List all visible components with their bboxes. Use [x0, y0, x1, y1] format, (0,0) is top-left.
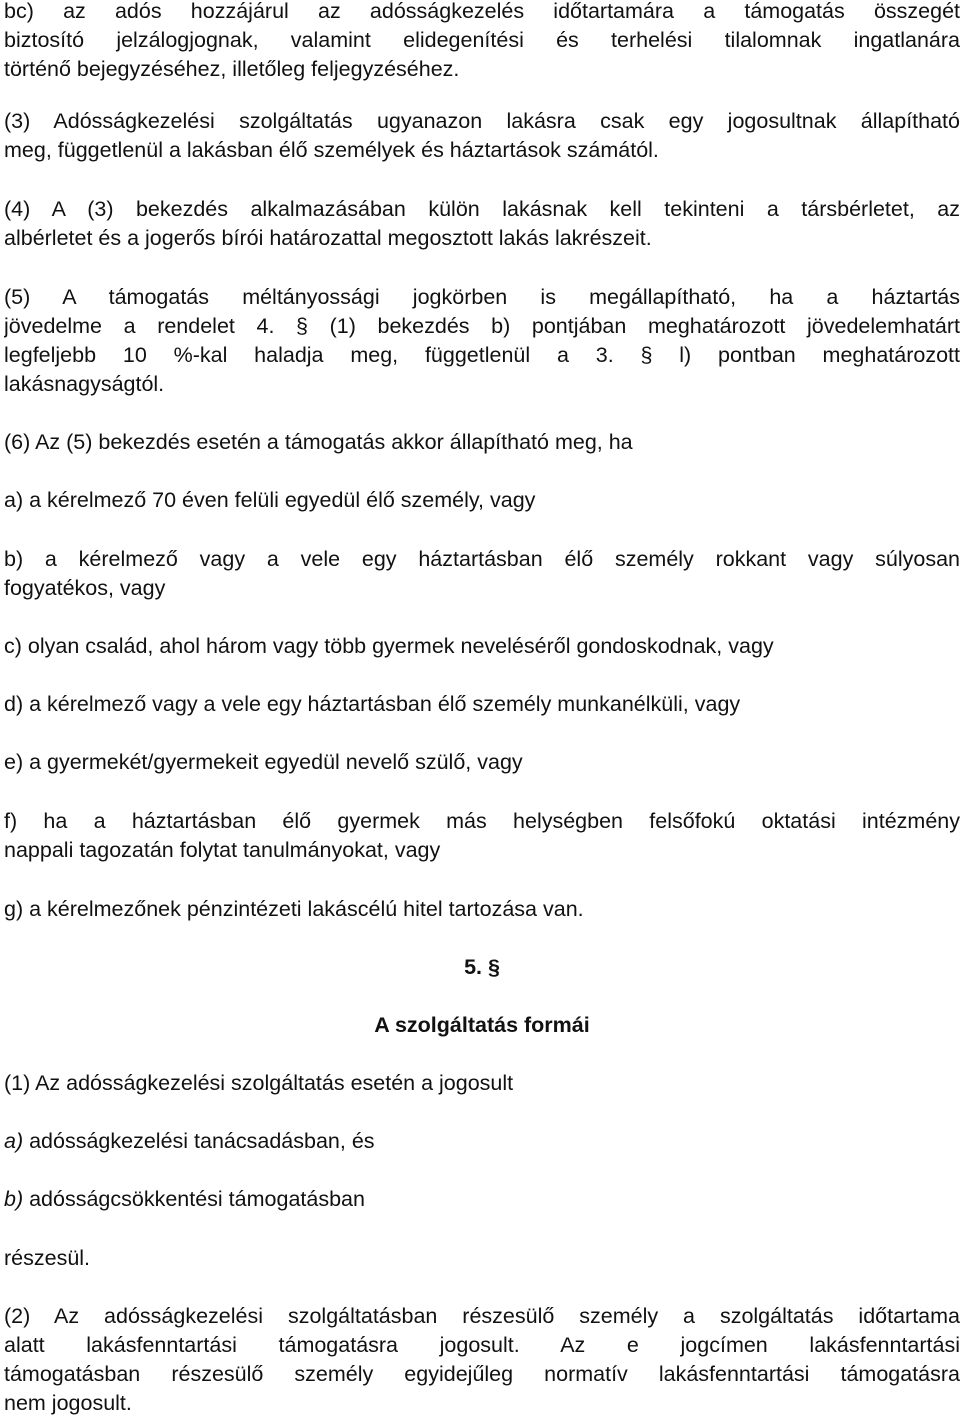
paragraph-5-line-2: jövedelme a rendelet 4. § (1) bekezdés b) pontjában meghatározott jövedelemhatárt [4, 314, 960, 338]
section-5-paragraph-2-line-1: (2) Az adósságkezelési szolgáltatásban részesülő személy a szolgáltatás időtartama [4, 1304, 960, 1328]
paragraph-bc-line-3: történő bejegyzéséhez, illetőleg feljegyzéséhez. [4, 57, 460, 81]
section-5-paragraph-2-line-3: támogatásban részesülő személy egyidejűleg normatív lakásfenntartási támogatásra [4, 1362, 960, 1386]
section-5-paragraph-1-end: részesül. [4, 1246, 91, 1270]
item-f-line-2: nappali tagozatán folytat tanulmányokat, vagy [4, 838, 441, 862]
document-page [4, 0, 960, 1418]
section-number: 5. § [464, 955, 500, 979]
item-e: e) a gyermekét/gyermekeit egyedül nevelő szülő, vagy [4, 750, 523, 774]
section-5-item-b [4, 1185, 960, 1214]
item-c: c) olyan család, ahol három vagy több gyermek neveléséről gondoskodnak, vagy [4, 634, 774, 658]
paragraph-3-line-1: (3) Adósságkezelési szolgáltatás ugyanazon lakásra csak egy jogosultnak állapítható [4, 109, 960, 133]
paragraph-bc-line-1: bc) az adós hozzájárul az adósságkezelés időtartamára a támogatás összegét [4, 0, 960, 23]
item-g: g) a kérelmezőnek pénzintézeti lakáscélú hitel tartozása van. [4, 897, 584, 921]
section-5-paragraph-1: (1) Az adósságkezelési szolgáltatás esetén a jogosult [4, 1071, 514, 1095]
paragraph-bc-line-2: biztosító jelzálogjognak, valamint elidegenítési és terhelési tilalomnak ingatlanára [4, 28, 960, 52]
paragraph-3-line-2: meg, függetlenül a lakásban élő személyek és háztartások számától. [4, 138, 659, 162]
item-a-marker: a) [4, 1129, 24, 1153]
section-5-item-a [4, 1127, 960, 1156]
item-b-marker: b) [4, 1187, 24, 1211]
item-b-line-1: b) a kérelmező vagy a vele egy háztartásban élő személy rokkant vagy súlyosan [4, 547, 960, 571]
item-f-line-1: f) ha a háztartásban élő gyermek más helységben felsőfokú oktatási intézmény [4, 809, 960, 833]
paragraph-5-line-4: lakásnagyságtól. [4, 372, 165, 396]
paragraph-4-line-2: albérletet és a jogerős bírói határozattal megosztott lakás lakrészeit. [4, 226, 652, 250]
section-5-paragraph-2-line-2: alatt lakásfenntartási támogatásra jogosult. Az e jogcímen lakásfenntartási [4, 1333, 960, 1357]
item-b-line-2: fogyatékos, vagy [4, 576, 166, 600]
section-5-paragraph-2-line-4: nem jogosult. [4, 1391, 132, 1415]
paragraph-4-line-1: (4) A (3) bekezdés alkalmazásában külön lakásnak kell tekinteni a társbérletet, az [4, 197, 960, 221]
section-title: A szolgáltatás formái [374, 1013, 590, 1037]
item-d: d) a kérelmező vagy a vele egy háztartásban élő személy munkanélküli, vagy [4, 692, 741, 716]
item-a: a) a kérelmező 70 éven felüli egyedül élő személy, vagy [4, 488, 536, 512]
item-b-text: adósságcsökkentési támogatásban [23, 1187, 365, 1211]
paragraph-5-line-1: (5) A támogatás méltányossági jogkörben is megállapítható, ha a háztartás [4, 285, 960, 309]
paragraph-6: (6) Az (5) bekezdés esetén a támogatás akkor állapítható meg, ha [4, 430, 633, 454]
paragraph-5-line-3: legfeljebb 10 %-kal haladja meg, függetlenül a 3. § l) pontban meghatározott [4, 343, 960, 367]
item-a-text: adósságkezelési tanácsadásban, és [23, 1129, 375, 1153]
